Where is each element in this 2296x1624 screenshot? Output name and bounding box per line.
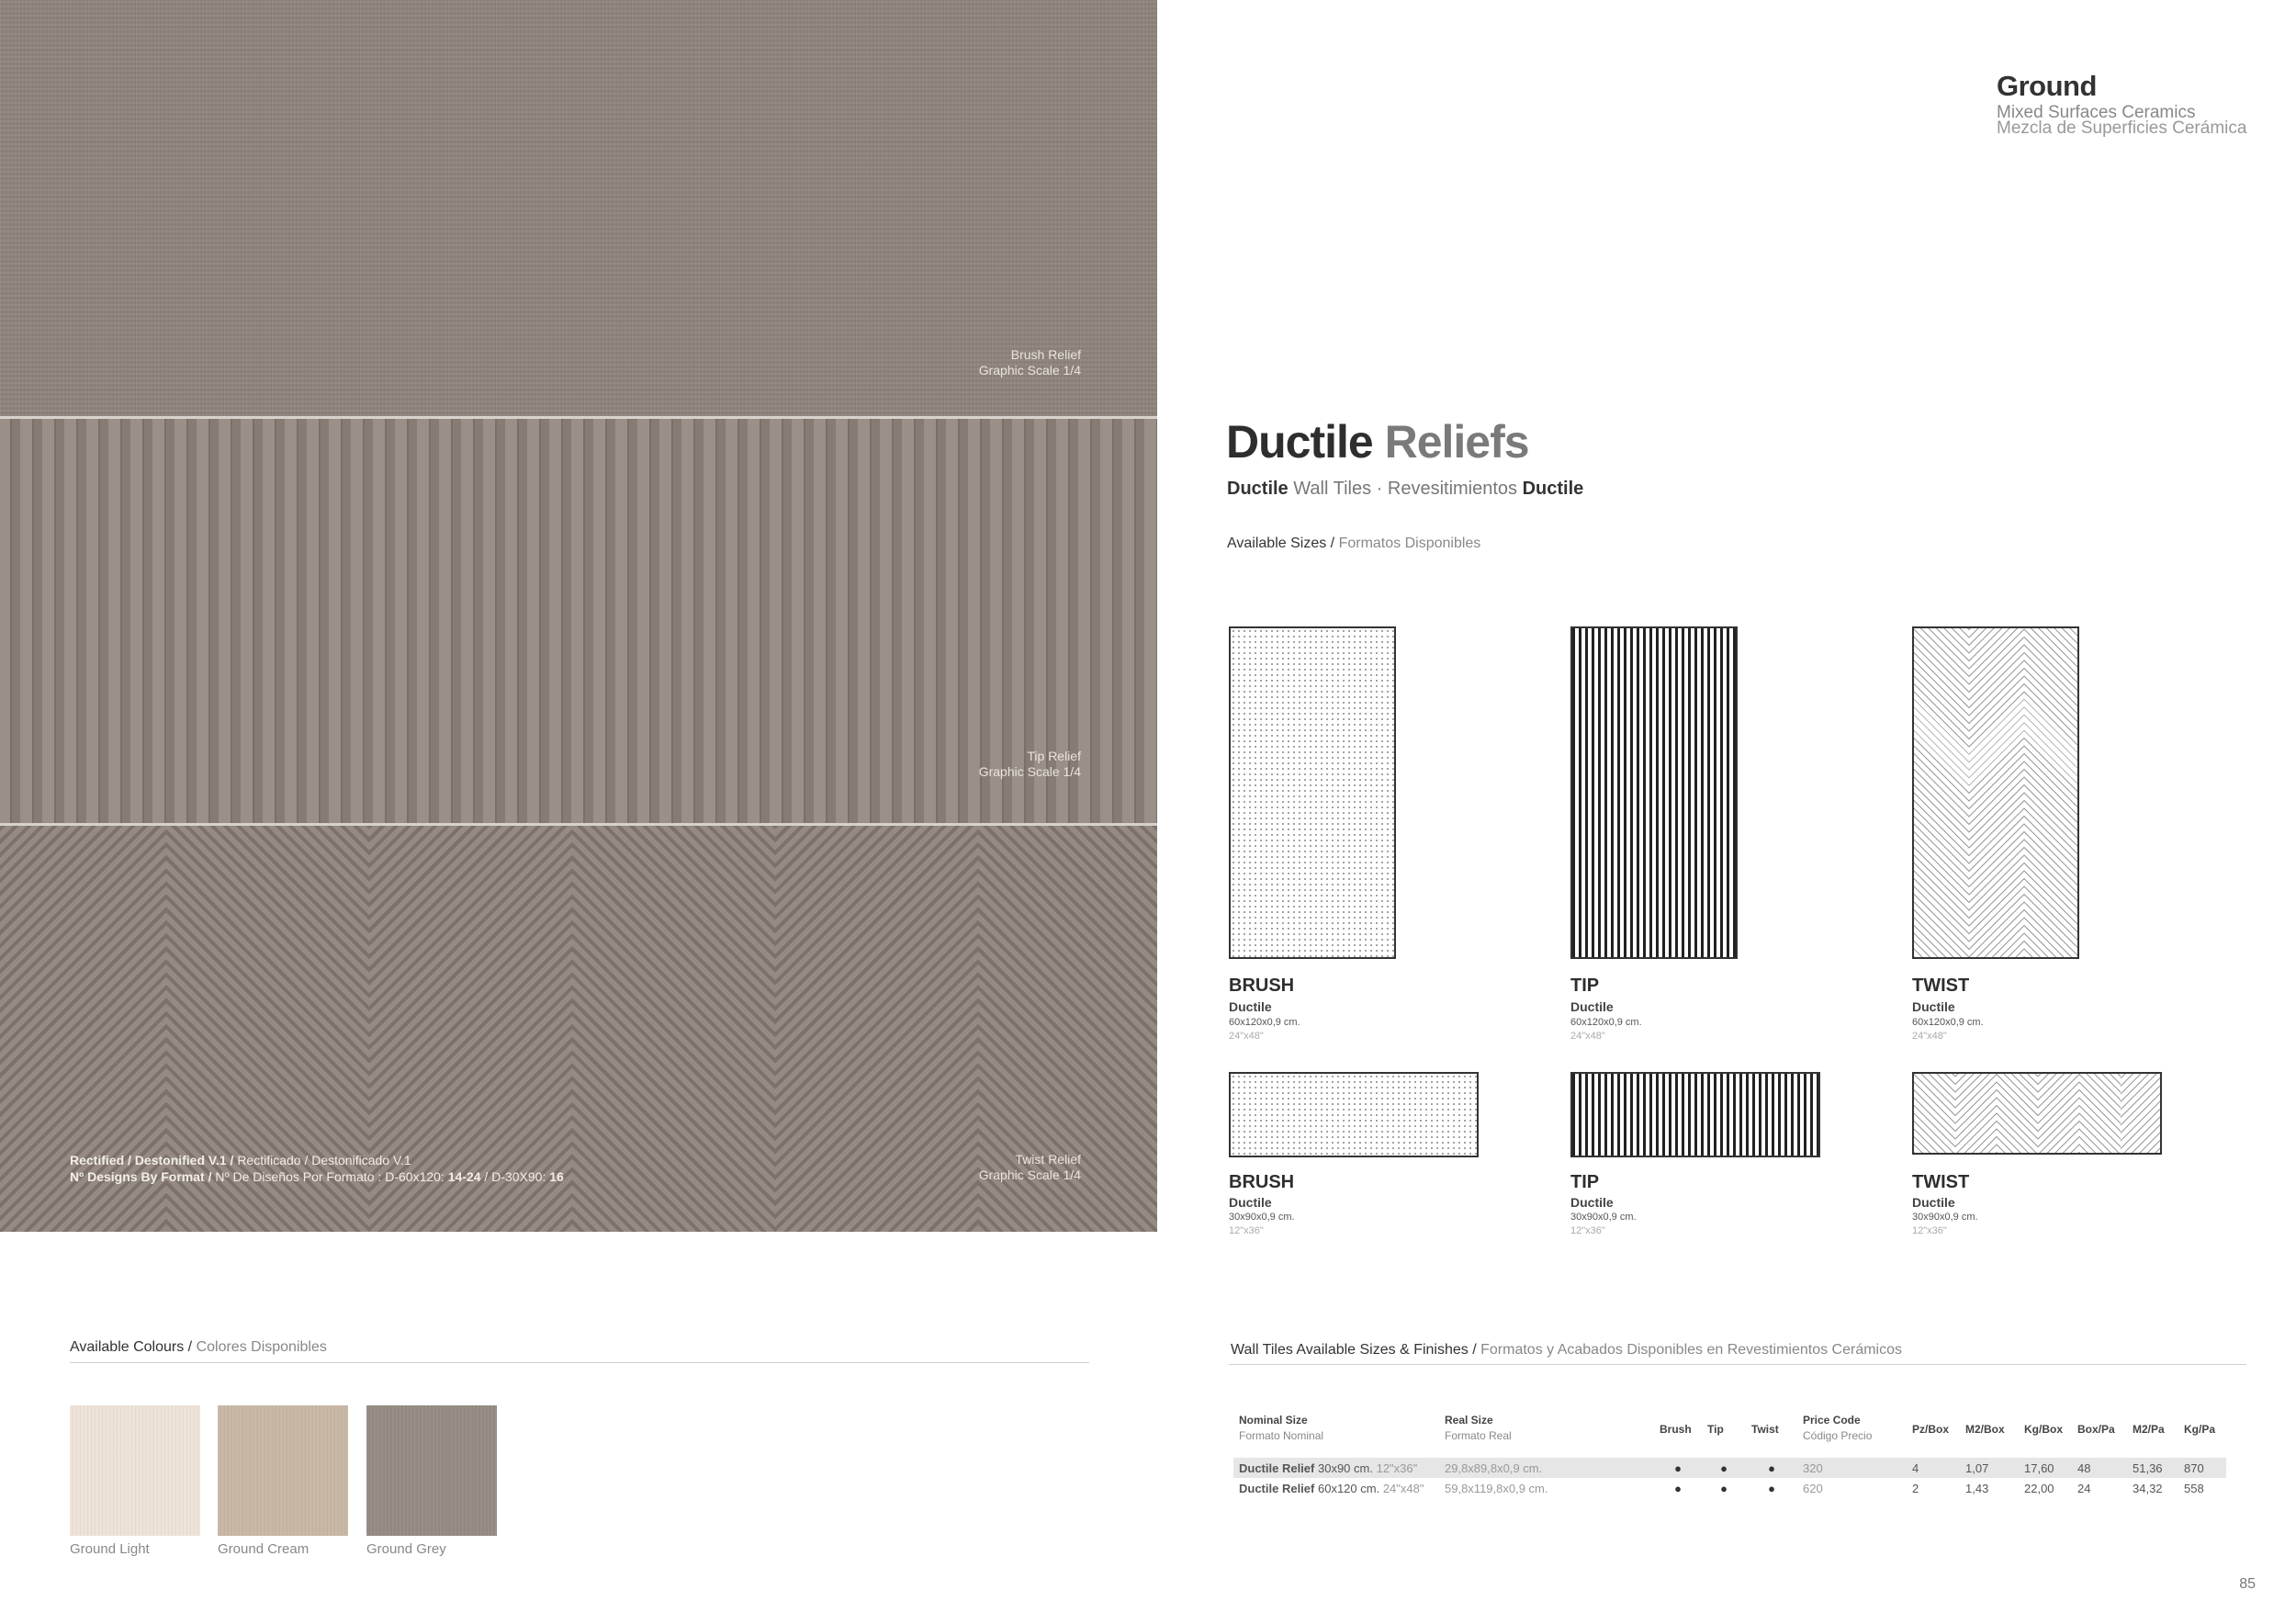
- tile-series: Ductile: [1570, 1195, 1614, 1210]
- table-row: Ductile Relief 30x90 cm. 12"x36" 29,8x89,8x0,9 cm. ● ● ● 320 4 1,07 17,60 48 51,36 870: [1233, 1458, 2226, 1478]
- swatch-label: Ground Grey: [366, 1541, 446, 1557]
- brush-tile-small: [1229, 1072, 1479, 1157]
- section-rule: [70, 1362, 1089, 1363]
- tile-size-cm: 30x90x0,9 cm.: [1229, 1212, 1295, 1223]
- brush-photo-caption: Brush Relief Graphic Scale 1/4: [978, 347, 1081, 378]
- swatch-ground-cream: [218, 1405, 348, 1536]
- tile-size-cm: 60x120x0,9 cm.: [1912, 1017, 1984, 1028]
- table-row: Ductile Relief 60x120 cm. 24"x48" 59,8x119,8x0,9 cm. ● ● ● 620 2 1,43 22,00 24 34,32 558: [1239, 1481, 2204, 1495]
- tile-series: Ductile: [1229, 999, 1272, 1014]
- collection-subtitle-en: Mixed Surfaces Ceramics: [1997, 103, 2196, 122]
- tile-size-cm: 60x120x0,9 cm.: [1229, 1017, 1300, 1028]
- tile-size-cm: 30x90x0,9 cm.: [1570, 1212, 1637, 1223]
- tile-size-cm: 30x90x0,9 cm.: [1912, 1212, 1978, 1223]
- page-subtitle: Ductile Wall Tiles · Revesitimientos Ductile: [1227, 479, 1584, 499]
- tile-size-in: 12"x36": [1912, 1225, 1947, 1236]
- page-number: 85: [2239, 1576, 2256, 1592]
- available-sizes-label: Available Sizes / Formatos Disponibles: [1227, 536, 1481, 551]
- rectified-specs-caption: Rectified / Destonified V.1 / Rectificado / Destonificado V.1 Nº Designs By Format / Nº De Diseños Por Formato : D-60x120: 14-24 / D-30X90: 16: [70, 1153, 564, 1184]
- tile-series: Ductile: [1570, 999, 1614, 1014]
- tile-size-in: 12"x36": [1570, 1225, 1605, 1236]
- brush-tile-large: [1229, 626, 1396, 959]
- twist-photo-caption: Twist Relief Graphic Scale 1/4: [978, 1152, 1081, 1182]
- collection-subtitle-es: Mezcla de Superficies Cerámica: [1997, 118, 2247, 138]
- tile-size-in: 12"x36": [1229, 1225, 1264, 1236]
- collection-title: Ground: [1997, 70, 2097, 102]
- table-header-row: Nominal Size Formato Nominal Real Size Formato Real Brush Tip Twist Price Code Código Precio Pz/Box M2/Box Kg/Box Box/Pa M2/Pa Kg/Pa: [1239, 1414, 2216, 1442]
- twist-tile-large: [1912, 626, 2079, 959]
- page-title: Ductile Reliefs: [1226, 416, 1529, 468]
- tile-series: Ductile: [1912, 1195, 1955, 1210]
- twist-tile-small: [1912, 1072, 2162, 1155]
- swatch-ground-light: [70, 1405, 200, 1536]
- section-rule: [1229, 1364, 2246, 1365]
- available-colours-label: Available Colours / Colores Disponibles: [70, 1339, 327, 1355]
- tile-size-cm: 60x120x0,9 cm.: [1570, 1017, 1642, 1028]
- tile-name: TIP: [1570, 976, 1600, 996]
- swatch-label: Ground Light: [70, 1541, 150, 1557]
- swatch-label: Ground Cream: [218, 1541, 310, 1557]
- tile-name: TWIST: [1912, 976, 1970, 996]
- tile-name: BRUSH: [1229, 976, 1295, 996]
- tip-tile-small: [1570, 1072, 1820, 1157]
- tile-size-in: 24"x48": [1229, 1031, 1264, 1042]
- tile-name: TIP: [1570, 1172, 1600, 1192]
- tile-size-in: 24"x48": [1912, 1031, 1947, 1042]
- tile-series: Ductile: [1912, 999, 1955, 1014]
- finishes-label: Wall Tiles Available Sizes & Finishes / Formatos y Acabados Disponibles en Revestimientos Cerámicos: [1231, 1342, 1902, 1358]
- finishes-table: [1233, 1414, 2226, 1498]
- tile-size-in: 24"x48": [1570, 1031, 1605, 1042]
- tip-tile-large: [1570, 626, 1738, 959]
- swatch-ground-grey: [366, 1405, 497, 1536]
- tip-photo-caption: Tip Relief Graphic Scale 1/4: [978, 749, 1081, 779]
- tile-name: TWIST: [1912, 1172, 1970, 1192]
- tile-name: BRUSH: [1229, 1172, 1295, 1192]
- tile-series: Ductile: [1229, 1195, 1272, 1210]
